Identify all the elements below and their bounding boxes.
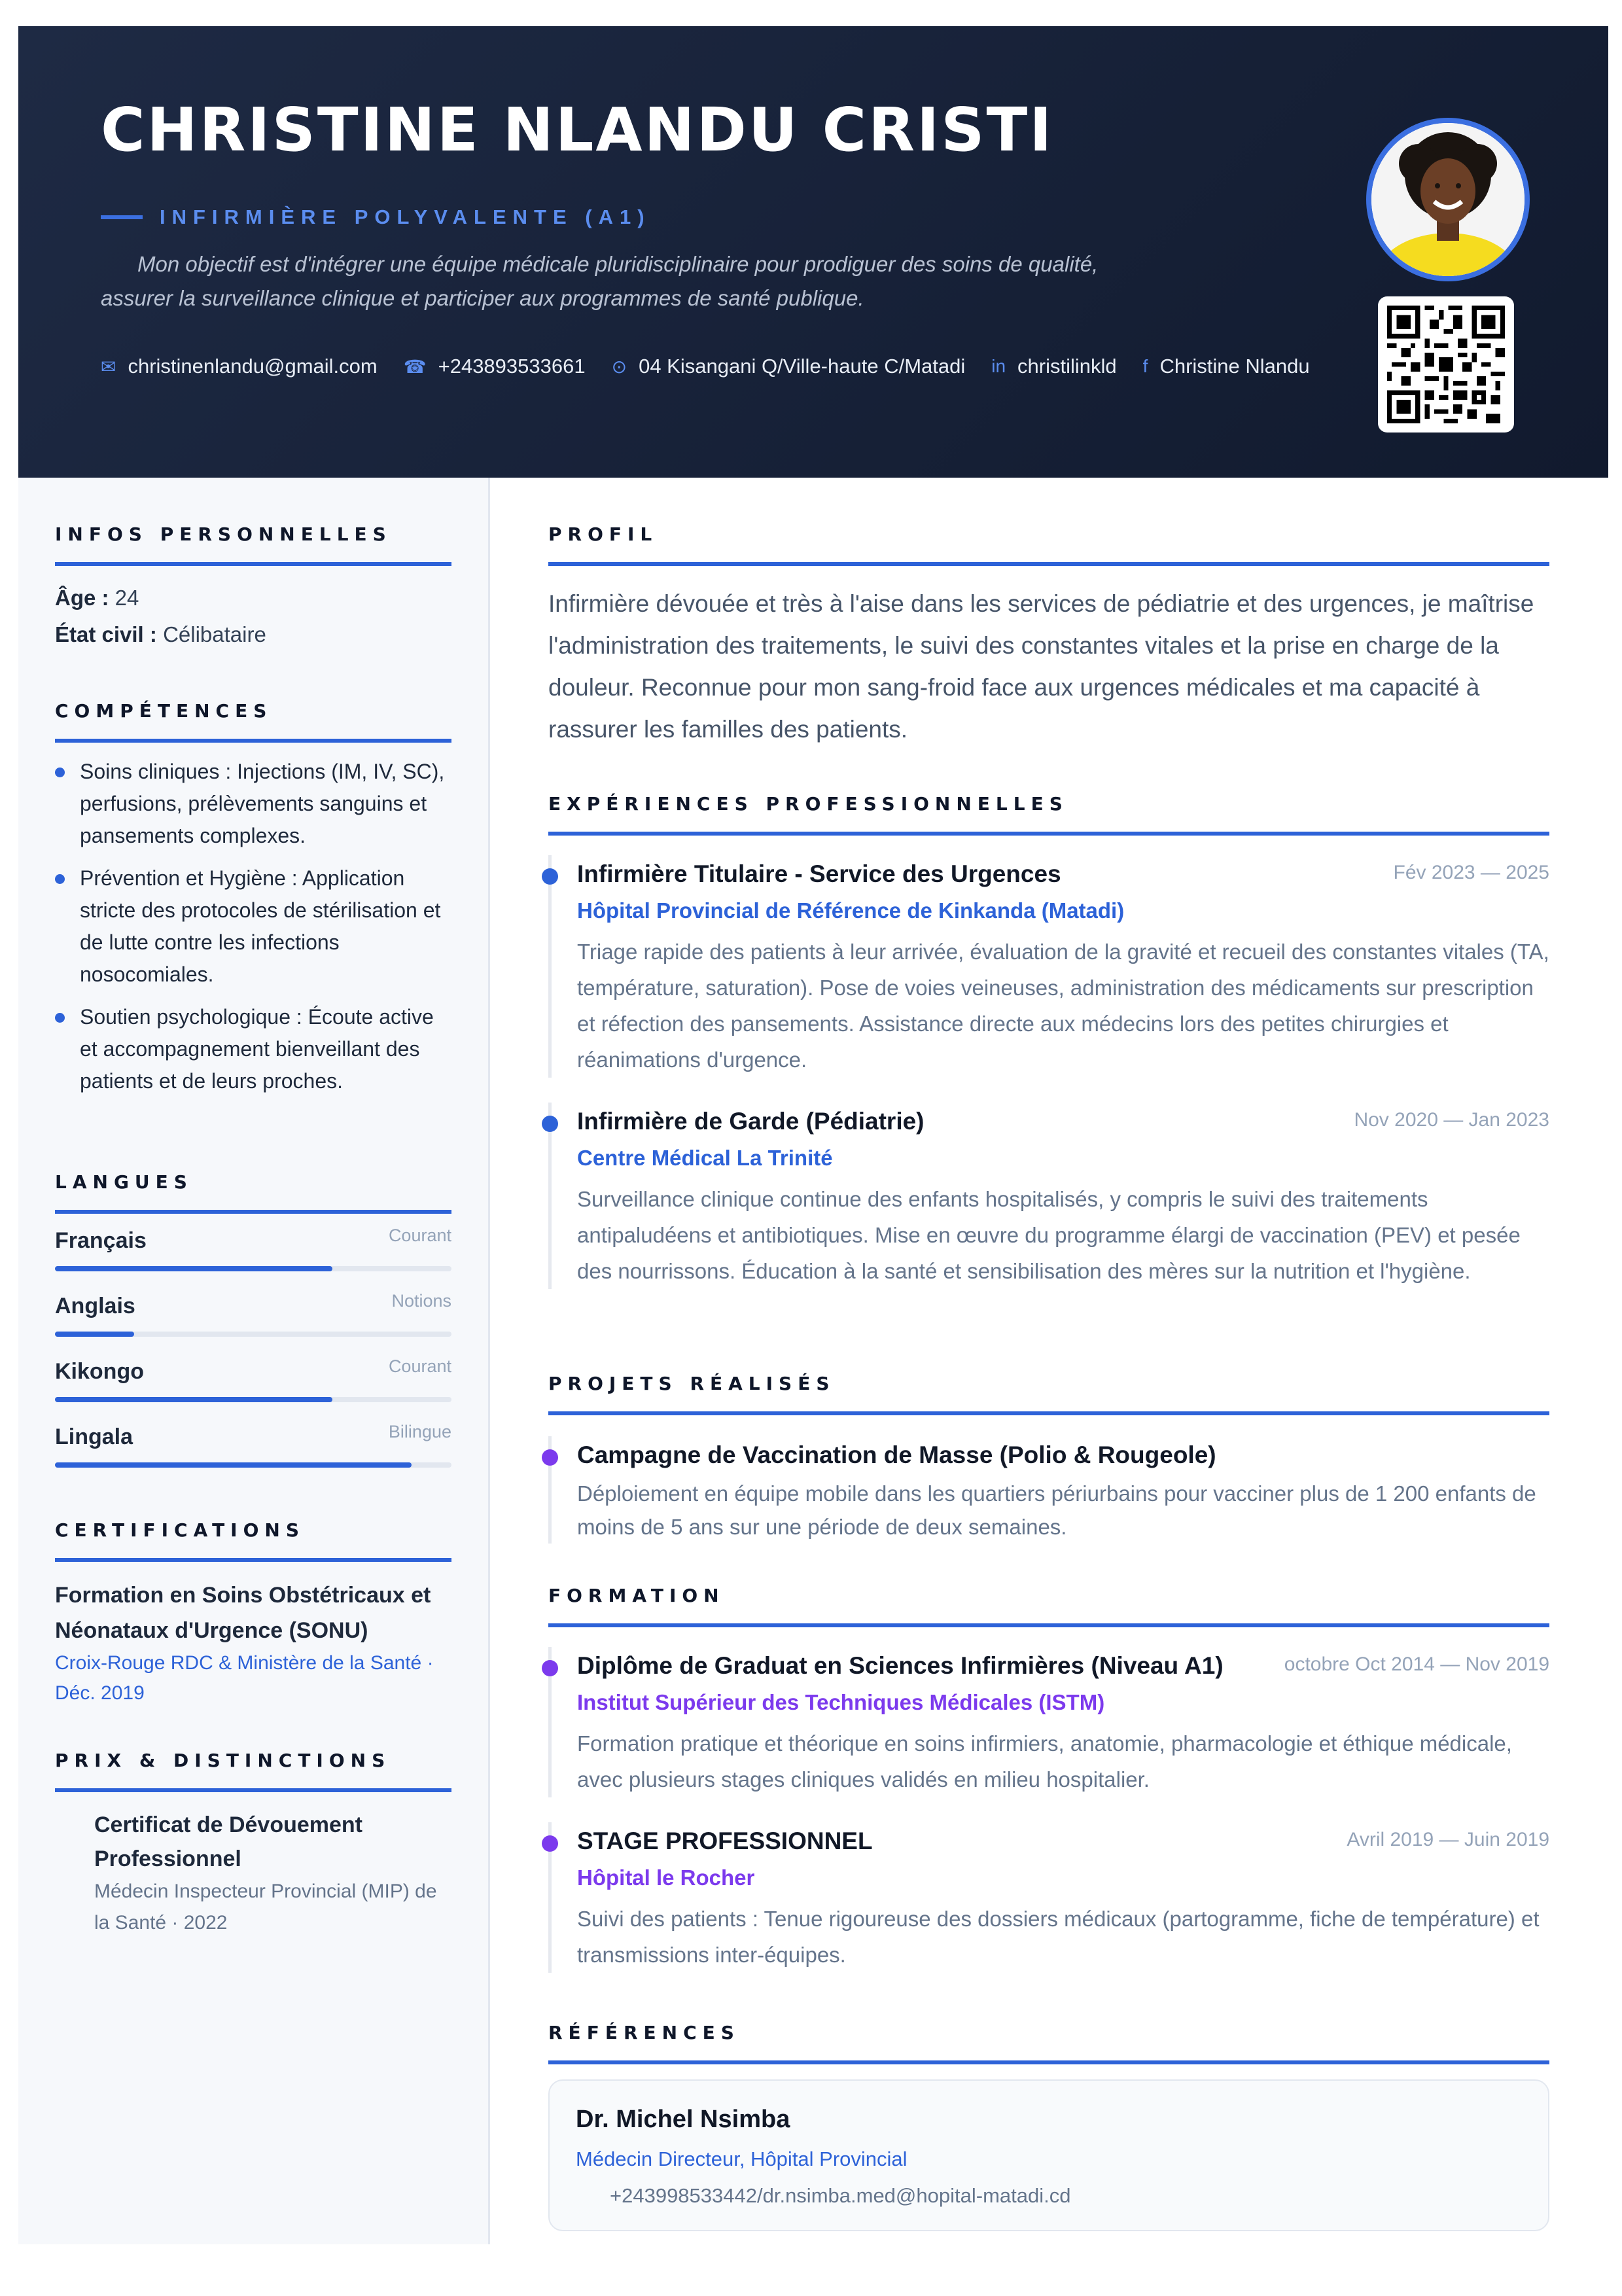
language-bar-fill <box>55 1266 332 1271</box>
phone-icon: ☎ <box>403 356 427 377</box>
certification-issuer: Croix-Rouge RDC & Ministère de la Santé · Déc. 2019 <box>55 1652 434 1704</box>
section-rule <box>55 739 451 743</box>
entry-header <box>577 855 1549 892</box>
job-title: INFIRMIÈRE POLYVALENTE (A1) <box>160 205 651 228</box>
header-banner <box>18 26 1608 478</box>
awards-section <box>55 1750 451 1939</box>
entry-date: octobre Oct 2014 — Nov 2019 <box>1284 1653 1549 1675</box>
contact-list <box>101 348 1336 385</box>
references-section <box>548 2022 1549 2064</box>
skills-list <box>55 756 451 1097</box>
section-rule <box>548 562 1549 566</box>
profile-text: Infirmière dévouée et très à l'aise dans les services de pédiatrie et des urgences, je maîtrise l'administration des traitements, le suivi des constantes vitales et la prise en charge de la douleur. Reconnue pour mon sang-froid face aux urgences médicales et ma capacité à rassurer les familles des patients. <box>548 590 1534 743</box>
languages-section <box>55 1171 451 1475</box>
language-level: Bilingue <box>388 1422 451 1441</box>
languages-title: LANGUES <box>55 1171 193 1193</box>
references-title: RÉFÉRENCES <box>548 2022 740 2043</box>
entry-title: Campagne de Vaccination de Masse (Polio & Rougeole) <box>577 1441 1216 1468</box>
contact-address-text: 04 Kisangani Q/Ville-haute C/Matadi <box>639 355 966 378</box>
certifications-section <box>55 1519 451 1708</box>
qr-code-pattern <box>1387 306 1505 423</box>
entry-header <box>577 1103 1549 1139</box>
entry-header <box>577 1647 1549 1684</box>
projects-title: PROJETS RÉALISÉS <box>548 1373 836 1394</box>
timeline-dot <box>542 1449 558 1466</box>
education-title: FORMATION <box>548 1585 725 1606</box>
reference-card <box>548 2079 1549 2231</box>
entry-header <box>577 1436 1549 1473</box>
portrait-illustration <box>1371 123 1525 276</box>
candidate-name: CHRISTINE NLANDU CRISTI <box>101 95 1054 165</box>
contact-address <box>612 355 966 378</box>
award-item <box>55 1808 451 1939</box>
language-bar-fill <box>55 1332 134 1337</box>
language-item <box>55 1214 451 1279</box>
award-title: Certificat de Dévouement Professionnel <box>94 1812 362 1871</box>
linkedin-icon: in <box>991 356 1006 376</box>
entry-header <box>577 1822 1549 1859</box>
language-item <box>55 1345 451 1410</box>
timeline-rail <box>548 855 552 1078</box>
civil-status-line <box>55 622 451 647</box>
profile-photo <box>1366 118 1530 281</box>
entry-date: Avril 2019 — Juin 2019 <box>1347 1829 1549 1850</box>
section-rule <box>55 1558 451 1562</box>
language-name: Lingala <box>55 1424 133 1449</box>
skill-item: Soutien psychologique : Écoute active et accompagnement bienveillant des patients et de leurs proches. <box>55 1001 451 1097</box>
civil-status-label: État civil : <box>55 622 157 646</box>
location-icon: ⊙ <box>611 356 627 377</box>
reference-role: Médecin Directeur, Hôpital Provincial <box>576 2147 908 2170</box>
age-label: Âge : <box>55 586 109 610</box>
personal-info-section <box>55 523 451 647</box>
reference-name: Dr. Michel Nsimba <box>576 2106 790 2133</box>
certifications-title: CERTIFICATIONS <box>55 1519 306 1541</box>
languages-list <box>55 1214 451 1475</box>
facebook-icon: f <box>1142 356 1148 376</box>
language-bar-track <box>55 1462 451 1468</box>
language-item <box>55 1410 451 1475</box>
entry-organization: Institut Supérieur des Techniques Médicales (ISTM) <box>577 1690 1105 1714</box>
entry-organization: Hôpital Provincial de Référence de Kinkanda (Matadi) <box>577 898 1125 923</box>
objective-text: Mon objectif est d'intégrer une équipe médicale pluridisciplinaire pour prodiguer des soins de qualité, assurer la surveillance clinique et participer aux programmes de santé publique. <box>101 252 1099 310</box>
language-bar-track <box>55 1397 451 1402</box>
qr-code[interactable] <box>1378 296 1514 433</box>
subtitle-row <box>101 204 651 230</box>
age-line <box>55 586 451 610</box>
profile-section <box>548 523 1549 751</box>
entry-title: STAGE PROFESSIONNEL <box>577 1828 873 1854</box>
education-entry <box>548 1822 1549 1973</box>
entry-description: Déploiement en équipe mobile dans les quartiers périurbains pour vacciner plus de 1 200 enfants de moins de 5 ans sur une période de deux semaines. <box>577 1481 1536 1539</box>
language-name: Français <box>55 1228 147 1253</box>
section-rule <box>548 1411 1549 1415</box>
section-rule <box>55 562 451 566</box>
reference-contact[interactable]: +243998533442/dr.nsimba.med@hopital-matadi.cd <box>610 2184 1071 2207</box>
experience-entry <box>548 1103 1549 1289</box>
entry-title: Diplôme de Graduat en Sciences Infirmières (Niveau A1) <box>577 1652 1224 1679</box>
awards-title: PRIX & DISTINCTIONS <box>55 1750 391 1771</box>
skill-item: Prévention et Hygiène : Application stricte des protocoles de stérilisation et de lutte contre les infections nosocomiales. <box>55 862 451 991</box>
timeline-dot <box>542 1835 558 1852</box>
subtitle-accent-line <box>101 215 143 219</box>
timeline-dot <box>542 1660 558 1676</box>
skills-section <box>55 700 451 1097</box>
section-rule <box>55 1788 451 1792</box>
skill-item: Soins cliniques : Injections (IM, IV, SC), perfusions, prélèvements sanguins et pansements complexes. <box>55 756 451 852</box>
personal-info-title: INFOS PERSONNELLES <box>55 523 392 545</box>
education-entry <box>548 1647 1549 1797</box>
education-section <box>548 1585 1549 1973</box>
award-issuer: Médecin Inspecteur Provincial (MIP) de la Santé · 2022 <box>94 1881 437 1934</box>
experience-section <box>548 793 1549 1289</box>
language-level: Courant <box>388 1356 451 1376</box>
language-level: Notions <box>391 1291 451 1311</box>
language-item <box>55 1279 451 1345</box>
contact-phone-text: +243893533661 <box>438 355 586 378</box>
contact-email[interactable] <box>101 355 378 378</box>
mail-icon: ✉ <box>101 356 116 377</box>
language-bar-track <box>55 1332 451 1337</box>
entry-organization: Hôpital le Rocher <box>577 1865 755 1890</box>
entry-organization: Centre Médical La Trinité <box>577 1146 833 1170</box>
language-bar-track <box>55 1266 451 1271</box>
entry-date: Fév 2023 — 2025 <box>1393 862 1549 883</box>
contact-email-text: christinenlandu@gmail.com <box>128 355 378 378</box>
section-rule <box>548 2060 1549 2064</box>
entry-title: Infirmière de Garde (Pédiatrie) <box>577 1108 925 1135</box>
timeline-dot <box>542 1116 558 1132</box>
projects-section <box>548 1373 1549 1544</box>
language-bar-fill <box>55 1397 332 1402</box>
section-rule <box>548 1623 1549 1627</box>
entry-description: Triage rapide des patients à leur arrivée, évaluation de la gravité et recueil des constantes vitales (TA, température, saturation). Pose de voies veineuses, administration des médicaments sur prescription et réfection des pansements. Assistance directe aux médecins lors des petites chirurgies et réanimations d'urgence. <box>577 940 1549 1072</box>
entry-description: Suivi des patients : Tenue rigoureuse des dossiers médicaux (partogramme, fiche de température) et transmissions inter-équipes. <box>577 1907 1540 1967</box>
certification-title: Formation en Soins Obstétricaux et Néonataux d'Urgence (SONU) <box>55 1583 431 1643</box>
entry-description: Surveillance clinique continue des enfants hospitalisés, y compris le suivi des traitements antipaludéens et antibiotiques. Mise en œuvre du programme élargi de vaccination (PEV) et pesée des nourrissons. Éducation à la santé et sensibilisation des mères sur la nutrition et l'hygiène. <box>577 1187 1521 1283</box>
contact-facebook-text: Christine Nlandu <box>1159 355 1310 378</box>
entry-title: Infirmière Titulaire - Service des Urgences <box>577 860 1061 887</box>
language-name: Anglais <box>55 1294 135 1318</box>
contact-phone[interactable] <box>404 355 586 378</box>
age-value: 24 <box>115 586 139 610</box>
experience-entry <box>548 855 1549 1078</box>
civil-status-value: Célibataire <box>163 622 266 646</box>
language-level: Courant <box>388 1226 451 1245</box>
language-name: Kikongo <box>55 1359 144 1384</box>
contact-facebook[interactable] <box>1143 355 1310 378</box>
project-entry <box>548 1436 1549 1544</box>
experience-title: EXPÉRIENCES PROFESSIONNELLES <box>548 793 1068 815</box>
profile-title: PROFIL <box>548 523 658 545</box>
sidebar-divider <box>488 478 490 2244</box>
contact-linkedin[interactable] <box>991 355 1116 378</box>
entry-date: Nov 2020 — Jan 2023 <box>1354 1109 1549 1131</box>
entry-description: Formation pratique et théorique en soins infirmiers, anatomie, pharmacologie et éthique médicale, avec plusieurs stages cliniques validés en milieu hospitalier. <box>577 1731 1512 1792</box>
contact-linkedin-text: christilinkld <box>1017 355 1117 378</box>
timeline-dot <box>542 868 558 885</box>
skills-title: COMPÉTENCES <box>55 700 273 722</box>
language-bar-fill <box>55 1462 412 1468</box>
section-rule <box>548 832 1549 836</box>
